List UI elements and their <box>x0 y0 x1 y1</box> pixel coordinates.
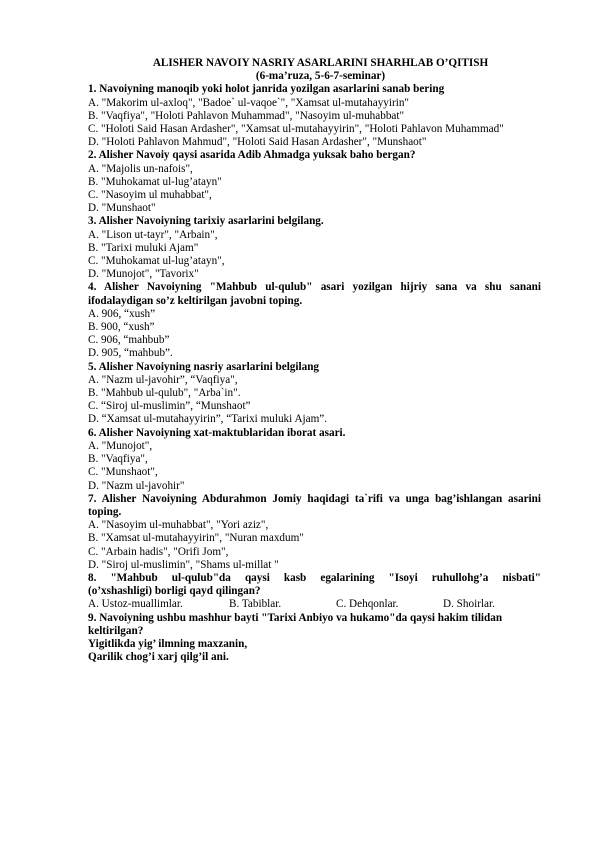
q4-option-c: C. 906, “mahbub” <box>88 334 170 347</box>
q4-option-d: D. 905, “mahbub”. <box>88 347 173 360</box>
document-title: ALISHER NAVOIY NASRIY ASARLARINI SHARHLAB O’QITISH <box>152 57 489 69</box>
q3-option-c: C. "Muhokamat ul-lug’atayn", <box>88 255 225 268</box>
q5-option-b: B. "Mahbub ul-qulub", "Arba`in". <box>88 387 241 400</box>
question-9-line-2: keltirilgan? <box>88 624 144 637</box>
q9-verse-line-2: Qarilik chog’i xarj qilg’il ani. <box>88 651 229 664</box>
q8-option-d: D. Shoirlar. <box>443 598 495 611</box>
question-4-line-2: ifodalaydigan so’z keltirilgan javobni toping. <box>88 294 303 307</box>
q1-option-b: B. "Vaqfiya", "Holoti Pahlavon Muhammad", "Nasoyim ul-muhabbat" <box>88 109 405 122</box>
q3-option-b: B. "Tarixi muluki Ajam" <box>88 241 199 254</box>
q1-option-d: D. "Holoti Pahlavon Mahmud", "Holoti Said Hasan Ardasher", "Munshaot" <box>88 136 427 149</box>
q2-option-a: A. "Majolis un-nafois", <box>88 162 193 175</box>
q5-option-d: D. “Xamsat ul-mutahayyirin”, “Tarixi muluki Ajam”. <box>88 413 328 426</box>
q4-option-a: A. 906, “xush” <box>88 307 156 320</box>
q8-option-a: A. Ustoz-muallimlar. <box>88 598 183 611</box>
question-3: 3. Alisher Navoiyning tarixiy asarlarini belgilang. <box>88 215 324 228</box>
document-subtitle: (6-ma’ruza, 5-6-7-seminar) <box>255 70 386 83</box>
q5-option-a: A. "Nazm ul-javohir”, “Vaqfiya", <box>88 373 238 386</box>
question-6: 6. Alisher Navoiyning xat-maktublaridan iborat asari. <box>88 426 346 439</box>
q6-option-d: D. "Nazm ul-javohir" <box>88 479 185 492</box>
q8-option-b: B. Tabiblar. <box>229 598 282 611</box>
q2-option-c: C. "Nasoyim ul muhabbat", <box>88 189 212 202</box>
q8-options-row <box>88 598 541 611</box>
q6-option-b: B. "Vaqfiya", <box>88 453 148 466</box>
question-9-line-1: 9. Navoiyning ushbu mashhur bayti "Tarixi Anbiyo va hukamo"da qaysi hakim tilidan <box>88 611 503 624</box>
q1-option-c: C. "Holoti Said Hasan Ardasher", "Xamsat ul-mutahayyirin", "Holoti Pahlavon Muhammad" <box>88 123 504 136</box>
question-4-line-1: 4. Alisher Navoiyning "Mahbub ul-qulub" asari yozilgan hijriy sana va shu sanani <box>88 281 541 294</box>
q5-option-c: C. “Siroj ul-muslimin”, “Munshaot” <box>88 400 251 413</box>
q4-option-b: B. 900, “xush” <box>88 321 155 334</box>
q2-option-b: B. "Muhokamat ul-lug’atayn" <box>88 175 222 188</box>
question-8-line-1: 8. "Mahbub ul-qulub"da qaysi kasb egalarining "Isoyi ruhullohg’a nisbati" <box>88 571 541 584</box>
question-8-line-2: (o’xshashligi) borligi qayd qilingan? <box>88 585 261 598</box>
q7-option-c: C. "Arbain hadis", "Orifi Jom", <box>88 545 229 558</box>
q7-option-d: D. "Siroj ul-muslimin", "Shams ul-millat " <box>88 558 279 571</box>
q6-option-a: A. "Munojot", <box>88 439 153 452</box>
question-2: 2. Alisher Navoiy qaysi asarida Adib Ahmadga yuksak baho bergan? <box>88 149 416 162</box>
q1-option-a: A. "Makorim ul-axloq", "Badoe` ul-vaqoe`", "Xamsat ul-mutahayyirin" <box>88 96 409 109</box>
q3-option-d: D. "Munojot", "Tavorix" <box>88 268 199 281</box>
q3-option-a: A. "Lison ut-tayr", "Arbain", <box>88 228 218 241</box>
q2-option-d: D. "Munshaot" <box>88 202 156 215</box>
q9-verse-line-1: Yigitlikda yig’ ilmning maxzanin, <box>88 637 248 650</box>
q8-option-c: C. Dehqonlar. <box>336 598 399 611</box>
question-7-line-1: 7. Alisher Navoiyning Abdurahmon Jomiy haqidagi ta`rifi va unga bag’ishlangan asarini <box>88 492 541 505</box>
question-5: 5. Alisher Navoiyning nasriy asarlarini belgilang <box>88 360 320 373</box>
q7-option-b: B. "Xamsat ul-mutahayyirin", "Nuran maxdum" <box>88 532 304 545</box>
q7-option-a: A. "Nasoyim ul-muhabbat", "Yori aziz", <box>88 519 269 532</box>
question-7-line-2: toping. <box>88 505 122 518</box>
q6-option-c: C. "Munshaot", <box>88 466 158 479</box>
question-1: 1. Navoiyning manoqib yoki holot janrida yozilgan asarlarini sanab bering <box>88 83 445 96</box>
